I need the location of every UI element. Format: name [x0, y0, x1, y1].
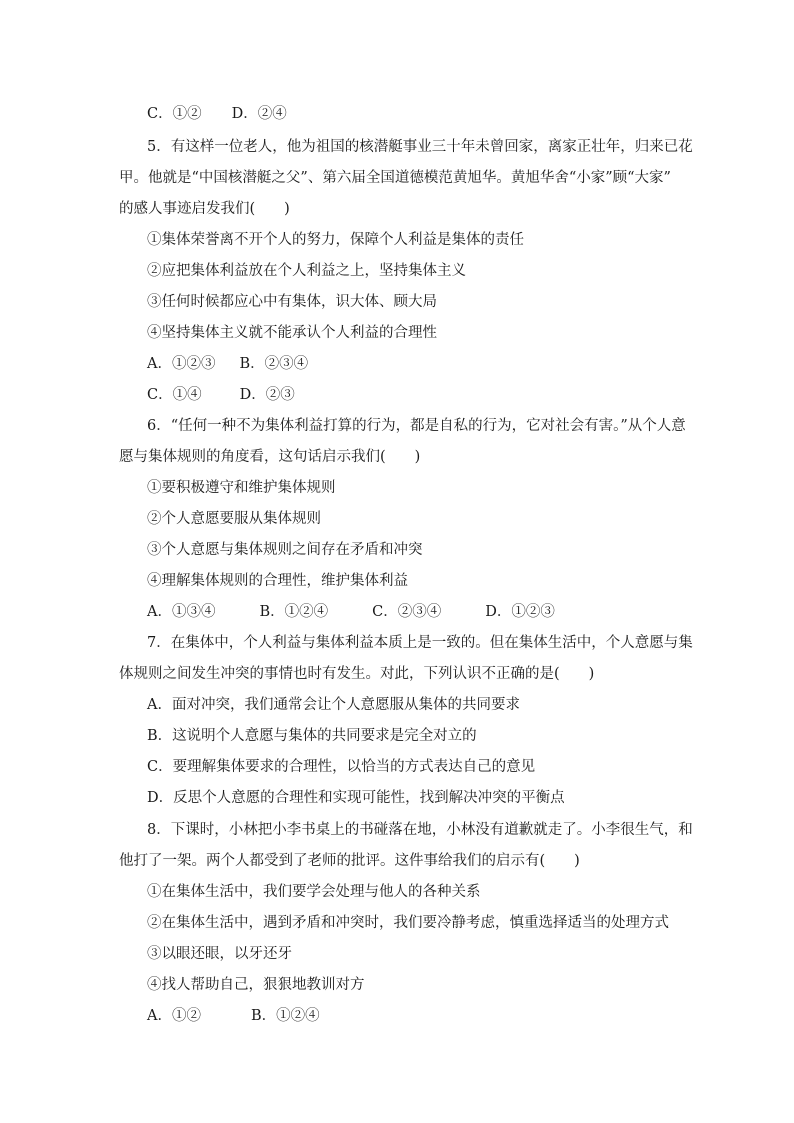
q5-statement-4: ④坚持集体主义就不能承认个人利益的合理性 — [147, 325, 437, 341]
q8-option-b: B．①②④ — [250, 1008, 320, 1024]
q6-option-a: A．①③④ — [147, 604, 216, 620]
q6-statement-3: ③个人意愿与集体规则之间存在矛盾和冲突 — [147, 542, 423, 558]
q8-stem-line-2: 他打了一架。两个人都受到了老师的批评。这件事给我们的启示有( ) — [119, 853, 580, 869]
q7-stem-line-1: 7．在集体中，个人利益与集体利益本质上是一致的。但在集体生活中，个人意愿与集 — [147, 635, 693, 651]
q5-stem-line-2: 甲。他就是“中国核潜艇之父”、第六届全国道德模范黄旭华。黄旭华舍“小家”顾“大家” — [119, 170, 671, 186]
q8-statement-3: ③以眼还眼，以牙还牙 — [147, 946, 292, 962]
q7-option-a: A．面对冲突，我们通常会让个人意愿服从集体的共同要求 — [147, 697, 520, 713]
q7-stem-line-2: 体规则之间发生冲突的事情也时有发生。对此，下列认识不正确的是( ) — [119, 666, 595, 682]
q5-stem-line-1: 5．有这样一位老人，他为祖国的核潜艇事业三十年未曾回家，离家正壮年，归来已花 — [147, 139, 693, 155]
q5-statement-1: ①集体荣誉离不开个人的努力，保障个人利益是集体的责任 — [147, 232, 524, 248]
q6-stem-line-1: 6．“任何一种不为集体利益打算的行为，都是自私的行为，它对社会有害。”从个人意 — [147, 418, 686, 434]
q8-stem-line-1: 8．下课时，小林把小李书桌上的书碰落在地，小林没有道歉就走了。小李很生气，和 — [147, 822, 693, 838]
q5-option-c: C．①④ — [147, 387, 202, 403]
q8-option-a: A．①② — [147, 1008, 201, 1024]
q5-options-line-2 — [147, 385, 295, 405]
q8-options-line — [147, 1006, 320, 1026]
q6-option-d: D．①②③ — [485, 604, 555, 620]
q6-statement-1: ①要积极遵守和维护集体规则 — [147, 480, 336, 496]
q5-statement-3: ③任何时候都应心中有集体，识大体、顾大局 — [147, 294, 437, 310]
q8-statement-2: ②在集体生活中，遇到矛盾和冲突时，我们要冷静考虑，慎重选择适当的处理方式 — [147, 915, 669, 931]
q5-option-d: D．②③ — [239, 387, 295, 403]
q5-options-line-1 — [147, 354, 308, 374]
q6-stem-line-2: 愿与集体规则的角度看，这句话启示我们( ) — [119, 449, 421, 465]
q5-statement-2: ②应把集体利益放在个人利益之上，坚持集体主义 — [147, 263, 466, 279]
q4-option-d: D．②④ — [231, 106, 287, 122]
q6-options-line — [147, 602, 555, 622]
q5-stem-line-3: 的感人事迹启发我们( ) — [119, 201, 290, 217]
q7-option-c: C．要理解集体要求的合理性，以恰当的方式表达自己的意见 — [147, 759, 536, 775]
q5-option-a: A．①②③ — [147, 356, 216, 372]
q6-statement-2: ②个人意愿要服从集体规则 — [147, 511, 321, 527]
q6-statement-4: ④理解集体规则的合理性，维护集体利益 — [147, 573, 408, 589]
q6-option-b: B．①②④ — [259, 604, 329, 620]
q7-option-d: D．反思个人意愿的合理性和实现可能性，找到解决冲突的平衡点 — [147, 790, 565, 806]
q8-statement-4: ④找人帮助自己，狠狠地教训对方 — [147, 977, 365, 993]
q4-options-line — [147, 104, 287, 124]
q6-option-c: C．②③④ — [372, 604, 442, 620]
q5-option-b: B．②③④ — [239, 356, 309, 372]
q4-option-c: C．①② — [147, 106, 202, 122]
q8-statement-1: ①在集体生活中，我们要学会处理与他人的各种关系 — [147, 884, 481, 900]
q7-option-b: B．这说明个人意愿与集体的共同要求是完全对立的 — [147, 728, 477, 744]
